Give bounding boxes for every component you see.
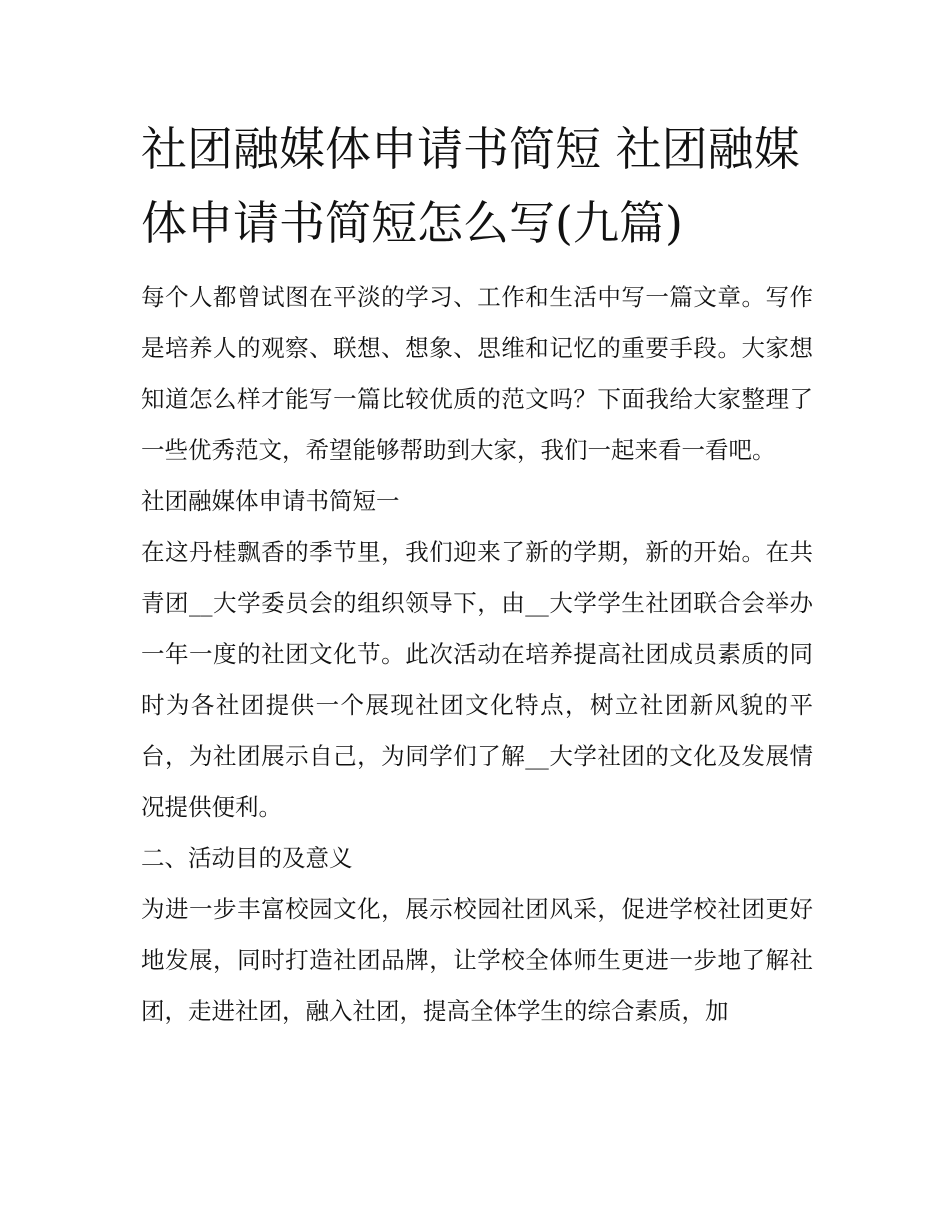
- body-paragraph-purpose: 为进一步丰富校园文化，展示校园社团风采，促进学校社团更好地发展，同时打造社团品牌，让学校全体师生更进一步地了解社团，走进社团，融入社团，提高全体学生的综合素质，加: [141, 895, 813, 1025]
- section-heading-one: 社团融媒体申请书简短一: [141, 487, 400, 515]
- document-page: [141, 112, 813, 1037]
- body-paragraph: 在这丹桂飘香的季节里，我们迎来了新的学期，新的开始。在共青团__大学委员会的组织领导下，由__大学学生社团联合会举办一年一度的社团文化节。此次活动在培养提高社团成员素质的同时为各社团提供一个展现社团文化特点，树立社团新风貌的平台，为社团展示自己，为同学们了解__大学社团的文化及发展情况提供便利。: [141, 538, 813, 821]
- document-title: 社团融媒体申请书简短 社团融媒体申请书简短怎么写(九篇): [141, 122, 800, 250]
- intro-paragraph: 每个人都曾试图在平淡的学习、工作和生活中写一篇文章。写作是培养人的观察、联想、想象、思维和记忆的重要手段。大家想知道怎么样才能写一篇比较优质的范文吗？下面我给大家整理了一些优秀范文，希望能够帮助到大家，我们一起来看一看吧。: [141, 283, 813, 464]
- section-heading-purpose: 二、活动目的及意义: [141, 844, 353, 872]
